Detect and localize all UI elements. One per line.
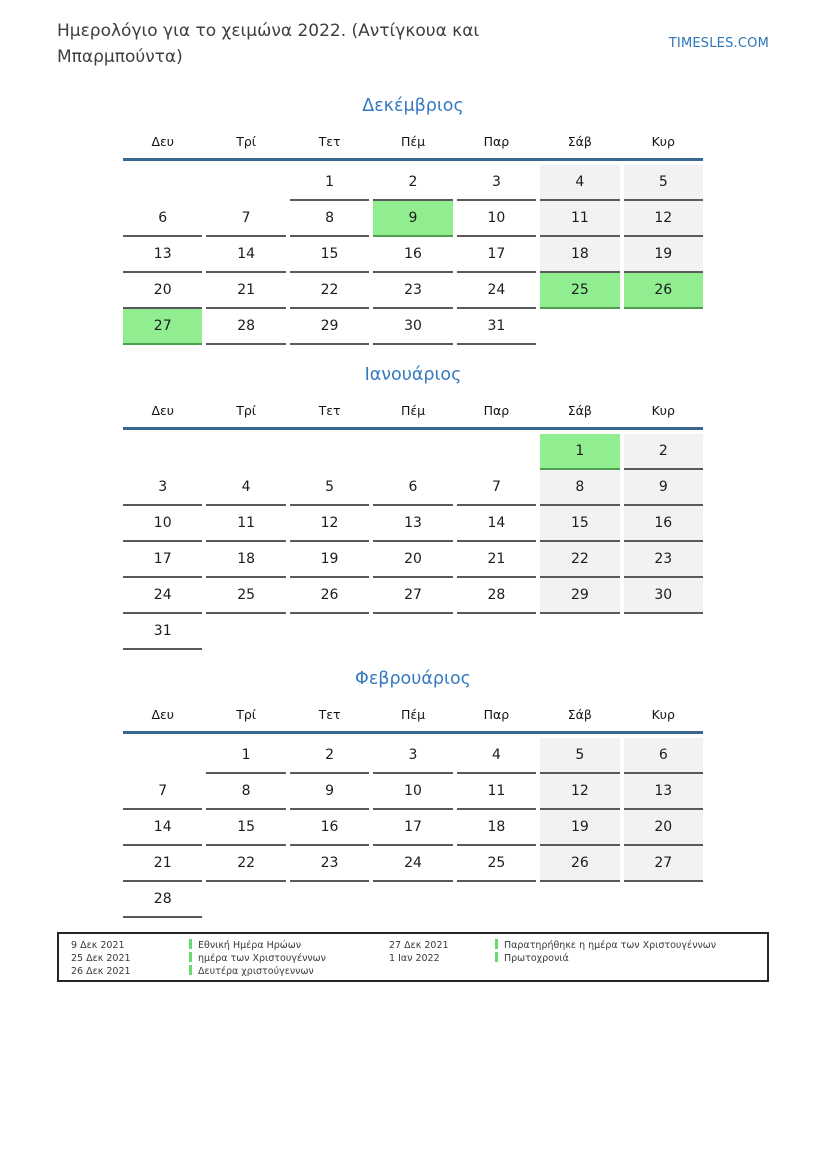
day-cell: 11: [206, 506, 285, 542]
day-cell: 16: [373, 237, 452, 273]
day-cell: 20: [373, 542, 452, 578]
day-cell: 24: [457, 273, 536, 309]
day-cell: 30: [624, 578, 703, 614]
day-cell-empty: [457, 882, 536, 918]
day-cell: 3: [373, 738, 452, 774]
day-cell: 16: [624, 506, 703, 542]
day-cell: 21: [457, 542, 536, 578]
month-title: Δεκέμβριος: [362, 96, 464, 116]
day-cell-empty: [373, 434, 452, 470]
weekday-row: [123, 117, 703, 158]
holiday-marker-icon: [189, 965, 192, 975]
weekday-label: Πέμ: [400, 134, 426, 149]
weekday-label: Τετ: [318, 707, 341, 722]
day-cell: 20: [123, 273, 202, 309]
day-cell: 13: [373, 506, 452, 542]
day-cell-empty: [123, 738, 202, 774]
day-cell: 12: [624, 201, 703, 237]
weekday-row: [123, 690, 703, 731]
weekday-label: Παρ: [483, 134, 510, 149]
day-cell-empty: [206, 165, 285, 201]
day-grid: [123, 165, 703, 345]
day-cell: 31: [123, 614, 202, 650]
day-cell-empty: [540, 882, 619, 918]
day-cell: 25: [457, 846, 536, 882]
page-title: Ημερολόγιο για το χειμώνα 2022. (Αντίγκουα και Μπαρμπούντα): [57, 21, 480, 67]
day-cell: 3: [457, 165, 536, 201]
weekday-label: Κυρ: [651, 134, 675, 149]
day-cell: 10: [123, 506, 202, 542]
day-cell-empty: [457, 614, 536, 650]
day-cell: 24: [123, 578, 202, 614]
day-cell: 18: [457, 810, 536, 846]
day-cell: 12: [290, 506, 369, 542]
day-cell-empty: [624, 882, 703, 918]
day-cell: 8: [540, 470, 619, 506]
day-cell: 7: [123, 774, 202, 810]
day-cell: 22: [290, 273, 369, 309]
legend-box: [57, 932, 769, 982]
legend-holiday-name: [495, 965, 767, 978]
day-cell-empty: [123, 434, 202, 470]
day-cell: 10: [457, 201, 536, 237]
day-cell: 8: [290, 201, 369, 237]
day-cell: 2: [290, 738, 369, 774]
day-cell: 22: [540, 542, 619, 578]
weekday-label: Δευ: [151, 707, 174, 722]
day-grid: [123, 434, 703, 650]
header-divider: [123, 158, 703, 161]
day-cell: 6: [373, 470, 452, 506]
day-cell-empty: [624, 309, 703, 345]
legend-date: [389, 965, 495, 978]
day-cell: 1: [290, 165, 369, 201]
day-cell-holiday: 1: [540, 434, 619, 470]
weekday-label: Κυρ: [651, 403, 675, 418]
legend-holiday-name: Εθνική Ημέρα Ηρώων: [189, 939, 389, 952]
day-cell: 23: [373, 273, 452, 309]
day-cell: 18: [540, 237, 619, 273]
month-2: [123, 668, 703, 918]
day-cell: 19: [624, 237, 703, 273]
month-1: [123, 364, 703, 650]
weekday-label: Κυρ: [651, 707, 675, 722]
day-cell: 10: [373, 774, 452, 810]
weekday-label: Τετ: [318, 403, 341, 418]
month-title: Φεβρουάριος: [355, 669, 471, 689]
legend-holiday-name: Πρωτοχρονιά: [495, 952, 767, 965]
day-cell: 2: [373, 165, 452, 201]
day-cell-empty: [540, 309, 619, 345]
weekday-label: Σάβ: [567, 134, 592, 149]
day-cell: 5: [624, 165, 703, 201]
legend-date: 1 Ιαν 2022: [389, 953, 440, 964]
day-cell-empty: [624, 614, 703, 650]
day-cell: 22: [206, 846, 285, 882]
day-cell: 21: [206, 273, 285, 309]
day-cell: 8: [206, 774, 285, 810]
day-cell-empty: [290, 434, 369, 470]
day-cell-holiday: 9: [373, 201, 452, 237]
day-cell: 6: [624, 738, 703, 774]
day-cell: 30: [373, 309, 452, 345]
weekday-label: Τετ: [318, 134, 341, 149]
day-cell: 14: [457, 506, 536, 542]
day-cell: 26: [540, 846, 619, 882]
weekday-label: Σάβ: [567, 403, 592, 418]
legend-holiday-name: ημέρα των Χριστουγέννων: [189, 952, 389, 965]
day-cell: 28: [457, 578, 536, 614]
day-cell-empty: [457, 434, 536, 470]
day-cell-holiday: 25: [540, 273, 619, 309]
weekday-label: Τρί: [236, 134, 257, 149]
day-cell-empty: [373, 882, 452, 918]
day-cell-empty: [290, 882, 369, 918]
weekday-row: [123, 386, 703, 427]
day-cell: 2: [624, 434, 703, 470]
weekday-label: Τρί: [236, 403, 257, 418]
day-cell-holiday: 27: [123, 309, 202, 345]
day-cell: 28: [206, 309, 285, 345]
day-cell: 12: [540, 774, 619, 810]
weekday-label: Πέμ: [400, 403, 426, 418]
day-cell-empty: [123, 165, 202, 201]
day-cell: 5: [290, 470, 369, 506]
day-cell-empty: [206, 614, 285, 650]
day-cell: 17: [373, 810, 452, 846]
day-cell: 19: [540, 810, 619, 846]
month-0: [123, 95, 703, 345]
day-cell: 15: [540, 506, 619, 542]
day-cell: 17: [457, 237, 536, 273]
day-cell: 14: [123, 810, 202, 846]
day-grid: [123, 738, 703, 918]
weekday-label: Σάβ: [567, 707, 592, 722]
day-cell: 21: [123, 846, 202, 882]
header-divider: [123, 427, 703, 430]
day-cell: 29: [540, 578, 619, 614]
day-cell: 9: [624, 470, 703, 506]
holiday-marker-icon: [495, 939, 498, 949]
day-cell: 29: [290, 309, 369, 345]
day-cell: 23: [624, 542, 703, 578]
holiday-marker-icon: [495, 952, 498, 962]
day-cell-empty: [540, 614, 619, 650]
day-cell: 27: [624, 846, 703, 882]
legend-date: 9 Δεκ 2021: [71, 940, 125, 951]
brand-link[interactable]: TIMESLES.COM: [668, 36, 769, 51]
day-cell: 4: [540, 165, 619, 201]
day-cell-holiday: 26: [624, 273, 703, 309]
holiday-marker-icon: [189, 952, 192, 962]
day-cell: 26: [290, 578, 369, 614]
weekday-label: Παρ: [483, 403, 510, 418]
header-divider: [123, 731, 703, 734]
day-cell: 5: [540, 738, 619, 774]
day-cell: 23: [290, 846, 369, 882]
day-cell: 17: [123, 542, 202, 578]
day-cell-empty: [290, 614, 369, 650]
day-cell: 9: [290, 774, 369, 810]
day-cell: 25: [206, 578, 285, 614]
day-cell: 15: [206, 810, 285, 846]
day-cell: 11: [457, 774, 536, 810]
day-cell: 24: [373, 846, 452, 882]
day-cell: 16: [290, 810, 369, 846]
day-cell: 7: [457, 470, 536, 506]
holiday-marker-icon: [189, 939, 192, 949]
legend-date: 27 Δεκ 2021: [389, 940, 449, 951]
day-cell-empty: [373, 614, 452, 650]
weekday-label: Πέμ: [400, 707, 426, 722]
day-cell: 13: [123, 237, 202, 273]
day-cell: 27: [373, 578, 452, 614]
weekday-label: Δευ: [151, 403, 174, 418]
legend-date: 25 Δεκ 2021: [71, 953, 131, 964]
month-title: Ιανουάριος: [364, 365, 462, 385]
day-cell: 7: [206, 201, 285, 237]
day-cell: 6: [123, 201, 202, 237]
legend-holiday-name: Παρατηρήθηκε η ημέρα των Χριστουγέννων: [495, 939, 767, 952]
legend-grid: [71, 939, 767, 978]
weekday-label: Παρ: [483, 707, 510, 722]
day-cell: 13: [624, 774, 703, 810]
day-cell: 11: [540, 201, 619, 237]
day-cell: 15: [290, 237, 369, 273]
day-cell: 3: [123, 470, 202, 506]
day-cell-empty: [206, 882, 285, 918]
day-cell: 19: [290, 542, 369, 578]
day-cell: 31: [457, 309, 536, 345]
day-cell: 4: [457, 738, 536, 774]
day-cell: 20: [624, 810, 703, 846]
day-cell: 28: [123, 882, 202, 918]
day-cell: 1: [206, 738, 285, 774]
legend-holiday-name: Δευτέρα χριστούγεννων: [189, 965, 389, 978]
day-cell: 4: [206, 470, 285, 506]
day-cell: 14: [206, 237, 285, 273]
weekday-label: Τρί: [236, 707, 257, 722]
day-cell: 18: [206, 542, 285, 578]
day-cell-empty: [206, 434, 285, 470]
legend-date: 26 Δεκ 2021: [71, 966, 131, 977]
weekday-label: Δευ: [151, 134, 174, 149]
